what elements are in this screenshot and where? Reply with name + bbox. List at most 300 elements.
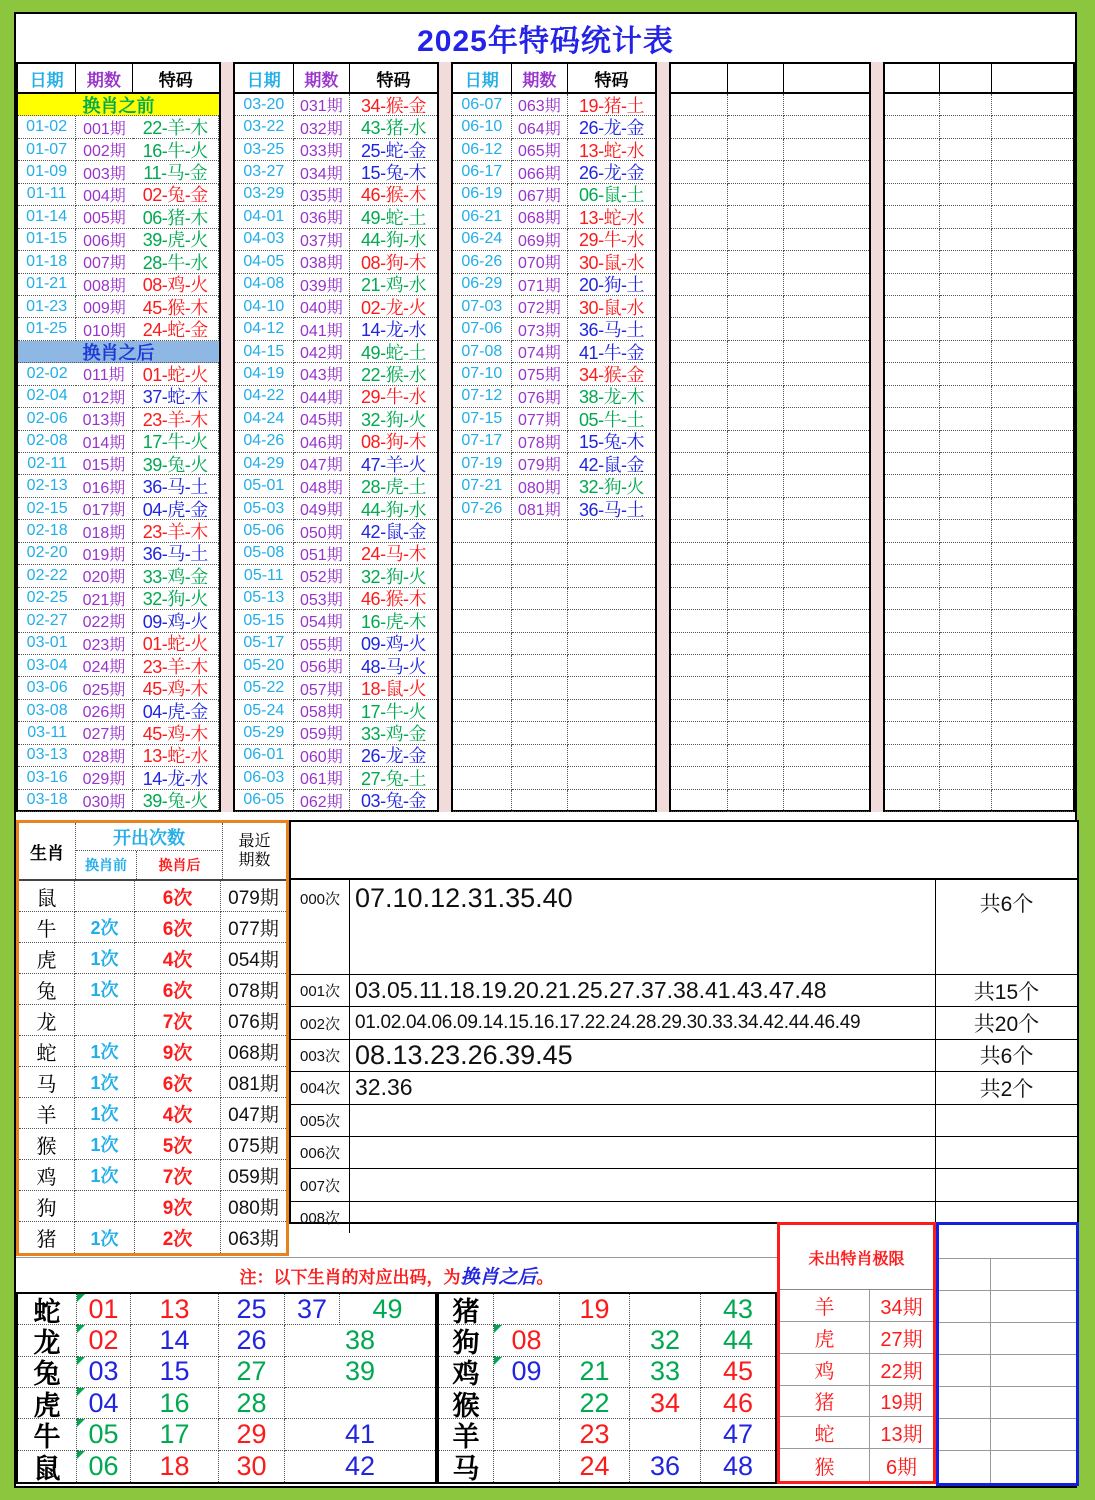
special-code-cell: 28-虎-土 bbox=[350, 475, 437, 497]
period-cell: 038期 bbox=[294, 251, 351, 273]
special-code-cell bbox=[992, 722, 1073, 744]
period-cell: 004期 bbox=[76, 184, 132, 206]
period-cell: 019期 bbox=[76, 543, 132, 565]
special-code-cell bbox=[784, 453, 869, 475]
special-code-cell bbox=[568, 565, 655, 587]
group-rows bbox=[235, 94, 437, 812]
special-code-cell: 27-兔-土 bbox=[350, 767, 437, 789]
bottom-number-cell: 43 bbox=[701, 1294, 775, 1325]
special-code-cell bbox=[992, 116, 1073, 138]
special-code-cell: 45-鸡-木 bbox=[133, 677, 219, 699]
frequency-numbers bbox=[350, 1169, 936, 1200]
bottom-number-cell: 18 bbox=[131, 1451, 219, 1482]
date-cell bbox=[671, 565, 728, 587]
date-cell: 02-27 bbox=[18, 610, 76, 632]
date-cell: 03-25 bbox=[235, 139, 294, 161]
period-cell: 005期 bbox=[76, 206, 132, 228]
date-cell: 03-06 bbox=[18, 677, 76, 699]
date-cell bbox=[885, 610, 940, 632]
period-cell: 018期 bbox=[76, 520, 132, 542]
before-count-cell: 1次 bbox=[75, 1160, 135, 1191]
date-cell: 07-08 bbox=[453, 341, 512, 363]
frequency-row bbox=[291, 1137, 1077, 1169]
special-code-cell bbox=[784, 610, 869, 632]
period-cell bbox=[940, 677, 993, 699]
blue-box-cell bbox=[991, 1291, 1076, 1323]
date-cell bbox=[453, 745, 512, 767]
special-code-cell: 36-马-土 bbox=[568, 498, 655, 520]
comment-marker-icon bbox=[494, 1357, 502, 1365]
special-code-cell: 44-狗-水 bbox=[350, 229, 437, 251]
before-count-cell: 1次 bbox=[75, 1129, 135, 1160]
frequency-total bbox=[936, 1137, 1077, 1168]
recent-period-cell: 079期 bbox=[221, 881, 286, 912]
date-cell: 05-20 bbox=[235, 655, 294, 677]
date-cell: 02-11 bbox=[18, 453, 76, 475]
period-cell: 047期 bbox=[294, 453, 351, 475]
period-cell: 057期 bbox=[294, 677, 351, 699]
period-cell: 078期 bbox=[512, 431, 569, 453]
group-rows bbox=[18, 94, 219, 812]
special-code-cell bbox=[992, 633, 1073, 655]
date-cell bbox=[885, 116, 940, 138]
bottom-number-cell: 38 bbox=[285, 1325, 435, 1356]
after-count-cell: 4次 bbox=[135, 1098, 221, 1129]
header-zodiac: 生肖 bbox=[19, 823, 76, 879]
header-special bbox=[992, 64, 1073, 92]
period-cell: 008期 bbox=[76, 274, 132, 296]
after-count-cell: 6次 bbox=[135, 1067, 221, 1098]
period-cell: 080期 bbox=[512, 475, 569, 497]
period-cell: 045期 bbox=[294, 408, 351, 430]
date-cell: 02-15 bbox=[18, 498, 76, 520]
period-cell: 014期 bbox=[76, 431, 132, 453]
recent-period-cell: 081期 bbox=[221, 1067, 286, 1098]
period-cell bbox=[728, 206, 783, 228]
bottom-number-cell: 32 bbox=[630, 1325, 701, 1356]
date-cell bbox=[671, 184, 728, 206]
special-code-cell bbox=[784, 588, 869, 610]
special-code-cell: 09-鸡-火 bbox=[350, 633, 437, 655]
period-cell: 061期 bbox=[294, 767, 351, 789]
header-counts-group bbox=[76, 823, 223, 879]
special-code-cell bbox=[992, 543, 1073, 565]
recent-period-cell: 059期 bbox=[221, 1160, 286, 1191]
bottom-number-cell: 05 bbox=[77, 1419, 131, 1450]
before-count-cell bbox=[75, 1191, 135, 1222]
special-code-cell bbox=[568, 722, 655, 744]
period-cell: 056期 bbox=[294, 655, 351, 677]
date-cell: 04-22 bbox=[235, 386, 294, 408]
date-cell bbox=[885, 161, 940, 183]
period-cell bbox=[940, 790, 993, 812]
date-cell: 02-08 bbox=[18, 431, 76, 453]
bottom-number-cell: 04 bbox=[77, 1388, 131, 1419]
period-cell: 010期 bbox=[76, 318, 132, 340]
bottom-number-cell: 15 bbox=[131, 1357, 219, 1388]
zodiac-cell: 猪 bbox=[19, 1222, 75, 1253]
period-cell: 058期 bbox=[294, 700, 351, 722]
period-cell bbox=[940, 498, 993, 520]
special-code-cell bbox=[784, 520, 869, 542]
special-code-cell: 13-蛇-水 bbox=[568, 139, 655, 161]
date-cell bbox=[671, 296, 728, 318]
date-cell bbox=[671, 206, 728, 228]
period-cell bbox=[940, 386, 993, 408]
zodiac-cell: 龙 bbox=[19, 1005, 75, 1036]
special-code-cell bbox=[992, 161, 1073, 183]
period-cell: 051期 bbox=[294, 543, 351, 565]
special-code-cell bbox=[992, 386, 1073, 408]
header-period: 期数 bbox=[76, 64, 132, 92]
date-cell: 06-26 bbox=[453, 251, 512, 273]
date-cell: 05-06 bbox=[235, 520, 294, 542]
special-code-cell bbox=[784, 790, 869, 812]
date-cell: 04-10 bbox=[235, 296, 294, 318]
date-cell: 05-03 bbox=[235, 498, 294, 520]
code-group bbox=[669, 62, 871, 812]
special-code-cell: 34-猴-金 bbox=[568, 363, 655, 385]
after-count-cell: 4次 bbox=[135, 943, 221, 974]
period-cell bbox=[940, 520, 993, 542]
header-open-counts: 开出次数 bbox=[76, 823, 222, 851]
date-cell: 06-17 bbox=[453, 161, 512, 183]
period-cell: 037期 bbox=[294, 229, 351, 251]
bottom-number-cell bbox=[630, 1419, 701, 1450]
header-special: 特码 bbox=[158, 70, 193, 90]
special-code-cell: 39-兔-火 bbox=[133, 453, 219, 475]
after-count-cell: 7次 bbox=[135, 1160, 221, 1191]
period-cell: 029期 bbox=[76, 767, 132, 789]
period-cell: 053期 bbox=[294, 588, 351, 610]
period-cell: 079期 bbox=[512, 453, 569, 475]
limit-box-title: 未出特肖极限 bbox=[780, 1225, 933, 1290]
date-cell bbox=[885, 790, 940, 812]
header-date bbox=[885, 64, 940, 92]
blue-box-cell bbox=[939, 1225, 1076, 1259]
date-cell: 07-17 bbox=[453, 431, 512, 453]
limit-zodiac-cell: 鸡 bbox=[780, 1354, 870, 1386]
special-code-cell: 02-龙-火 bbox=[350, 296, 437, 318]
group-header bbox=[235, 64, 437, 94]
period-cell bbox=[728, 610, 783, 632]
date-cell: 07-15 bbox=[453, 408, 512, 430]
date-cell bbox=[453, 543, 512, 565]
period-cell: 063期 bbox=[512, 94, 569, 116]
zodiac-cell: 猴 bbox=[19, 1129, 75, 1160]
special-code-cell: 36-马-土 bbox=[133, 475, 219, 497]
frequency-row bbox=[291, 975, 1077, 1007]
header-period: 期数 bbox=[294, 64, 351, 92]
special-code-cell: 29-牛-水 bbox=[568, 229, 655, 251]
date-cell bbox=[885, 431, 940, 453]
period-cell bbox=[728, 363, 783, 385]
date-cell: 05-08 bbox=[235, 543, 294, 565]
special-code-cell: 06-猪-木 bbox=[133, 206, 219, 228]
special-code-cell: 34-猴-金 bbox=[350, 94, 437, 116]
period-cell bbox=[512, 655, 569, 677]
special-code-cell bbox=[992, 431, 1073, 453]
special-code-cell: 23-羊-木 bbox=[133, 408, 219, 430]
header-date: 日期 bbox=[235, 64, 294, 92]
special-code-cell: 01-蛇-火 bbox=[133, 363, 219, 385]
frequency-numbers: 03.05.11.18.19.20.21.25.27.37.38.41.43.47.48 bbox=[350, 975, 936, 1006]
date-cell bbox=[885, 588, 940, 610]
bottom-number-cell: 16 bbox=[131, 1388, 219, 1419]
special-code-cell: 32-狗-火 bbox=[133, 588, 219, 610]
period-cell bbox=[940, 94, 993, 116]
period-cell bbox=[512, 633, 569, 655]
header-date bbox=[671, 64, 728, 92]
date-cell bbox=[671, 251, 728, 273]
period-cell: 050期 bbox=[294, 520, 351, 542]
period-cell: 064期 bbox=[512, 116, 569, 138]
date-cell: 01-02 bbox=[18, 116, 76, 138]
date-cell bbox=[671, 94, 728, 116]
period-cell: 048期 bbox=[294, 475, 351, 497]
special-code-cell bbox=[992, 274, 1073, 296]
special-code-cell: 24-蛇-金 bbox=[133, 318, 219, 340]
period-cell bbox=[728, 386, 783, 408]
date-cell: 05-17 bbox=[235, 633, 294, 655]
period-cell bbox=[728, 520, 783, 542]
group-header bbox=[671, 64, 869, 94]
period-cell bbox=[728, 677, 783, 699]
date-cell bbox=[671, 520, 728, 542]
period-cell: 032期 bbox=[294, 116, 351, 138]
limit-zodiac-cell: 猴 bbox=[780, 1449, 870, 1481]
date-cell: 01-14 bbox=[18, 206, 76, 228]
note-highlight: 换肖之后 bbox=[460, 1266, 537, 1288]
before-count-cell: 1次 bbox=[75, 943, 135, 974]
bottom-number-cell: 47 bbox=[701, 1419, 775, 1450]
special-code-cell bbox=[992, 677, 1073, 699]
date-cell bbox=[453, 655, 512, 677]
header-special: 特码 bbox=[376, 70, 411, 90]
period-cell: 011期 bbox=[76, 363, 132, 385]
period-cell: 033期 bbox=[294, 139, 351, 161]
bottom-number-cell: 24 bbox=[560, 1451, 630, 1482]
period-cell bbox=[940, 655, 993, 677]
after-count-cell: 6次 bbox=[135, 881, 221, 912]
comment-marker-icon bbox=[77, 1419, 85, 1427]
date-cell: 07-03 bbox=[453, 296, 512, 318]
zodiac-cell: 鼠 bbox=[19, 881, 75, 912]
special-code-cell bbox=[568, 520, 655, 542]
period-cell: 052期 bbox=[294, 565, 351, 587]
phase-banner: 换肖之后 bbox=[18, 341, 219, 363]
date-cell: 02-13 bbox=[18, 475, 76, 497]
bottom-number-cell bbox=[285, 1388, 435, 1419]
special-code-cell: 49-蛇-土 bbox=[350, 206, 437, 228]
bottom-zodiac-cell: 马 bbox=[439, 1451, 494, 1482]
date-cell: 04-03 bbox=[235, 229, 294, 251]
period-cell: 035期 bbox=[294, 184, 351, 206]
period-cell: 069期 bbox=[512, 229, 569, 251]
frequency-row bbox=[291, 880, 1077, 975]
date-cell: 03-27 bbox=[235, 161, 294, 183]
blue-box-cell bbox=[991, 1355, 1076, 1387]
bottom-number-cell bbox=[494, 1294, 560, 1325]
date-cell: 03-20 bbox=[235, 94, 294, 116]
period-cell bbox=[940, 543, 993, 565]
period-cell bbox=[728, 453, 783, 475]
special-code-cell: 30-鼠-水 bbox=[568, 251, 655, 273]
date-cell: 06-21 bbox=[453, 206, 512, 228]
date-cell bbox=[453, 767, 512, 789]
date-cell: 03-29 bbox=[235, 184, 294, 206]
empty-blue-box bbox=[936, 1222, 1079, 1486]
bottom-number-cell: 17 bbox=[131, 1419, 219, 1450]
period-cell bbox=[512, 700, 569, 722]
date-cell bbox=[885, 745, 940, 767]
period-cell: 071期 bbox=[512, 274, 569, 296]
special-code-cell bbox=[784, 251, 869, 273]
special-code-cell: 13-蛇-水 bbox=[133, 745, 219, 767]
date-cell: 01-07 bbox=[18, 139, 76, 161]
recent-period-cell: 063期 bbox=[228, 1229, 279, 1250]
recent-period-cell: 077期 bbox=[221, 912, 286, 943]
zodiac-number-table-right bbox=[437, 1292, 777, 1484]
bottom-number-cell bbox=[630, 1294, 701, 1325]
frequency-total bbox=[936, 1105, 1077, 1136]
period-cell: 016期 bbox=[76, 475, 132, 497]
special-code-cell: 23-羊-木 bbox=[133, 520, 219, 542]
special-code-cell: 41-牛-金 bbox=[568, 341, 655, 363]
bottom-number-cell: 42 bbox=[344, 1450, 376, 1481]
special-code-cell bbox=[784, 139, 869, 161]
date-cell bbox=[671, 767, 728, 789]
comment-marker-icon bbox=[77, 1388, 85, 1396]
bottom-zodiac-cell: 狗 bbox=[439, 1325, 494, 1356]
frequency-label: 002次 bbox=[291, 1007, 350, 1038]
period-cell: 081期 bbox=[512, 498, 569, 520]
period-cell: 074期 bbox=[512, 341, 569, 363]
period-cell: 030期 bbox=[76, 790, 132, 812]
bottom-zodiac-cell: 虎 bbox=[18, 1388, 77, 1419]
date-cell: 02-18 bbox=[18, 520, 76, 542]
bottom-number-cell: 01 bbox=[77, 1294, 131, 1325]
period-cell: 039期 bbox=[294, 274, 351, 296]
date-cell: 01-25 bbox=[18, 318, 76, 340]
zodiac-cell: 兔 bbox=[19, 974, 75, 1005]
date-cell bbox=[885, 767, 940, 789]
period-cell bbox=[940, 431, 993, 453]
date-cell: 07-10 bbox=[453, 363, 512, 385]
special-code-cell: 36-马-土 bbox=[133, 543, 219, 565]
period-cell bbox=[728, 767, 783, 789]
frequency-label: 005次 bbox=[291, 1105, 350, 1136]
bottom-number-cell: 30 bbox=[219, 1451, 285, 1482]
special-code-cell: 08-狗-木 bbox=[350, 251, 437, 273]
date-cell: 01-11 bbox=[18, 184, 76, 206]
code-group bbox=[883, 62, 1075, 812]
period-cell: 024期 bbox=[76, 655, 132, 677]
special-code-cell bbox=[992, 341, 1073, 363]
period-cell bbox=[940, 206, 993, 228]
zodiac-count-rows bbox=[19, 881, 286, 1253]
period-cell: 020期 bbox=[76, 565, 132, 587]
date-cell: 04-05 bbox=[235, 251, 294, 273]
blue-box-cell bbox=[991, 1451, 1076, 1483]
header-before-switch: 换肖前 bbox=[76, 851, 137, 879]
special-code-cell: 46-猴-木 bbox=[350, 588, 437, 610]
frequency-total: 共2个 bbox=[979, 1077, 1034, 1101]
special-code-cell bbox=[784, 655, 869, 677]
period-cell bbox=[940, 588, 993, 610]
period-cell bbox=[728, 139, 783, 161]
group-header bbox=[453, 64, 655, 94]
special-code-cell bbox=[784, 229, 869, 251]
date-cell: 03-22 bbox=[235, 116, 294, 138]
special-code-cell: 30-鼠-水 bbox=[568, 296, 655, 318]
date-cell bbox=[453, 610, 512, 632]
date-cell bbox=[885, 543, 940, 565]
date-cell: 03-04 bbox=[18, 655, 76, 677]
zodiac-cell: 鸡 bbox=[19, 1160, 75, 1191]
special-code-cell: 42-鼠-金 bbox=[568, 453, 655, 475]
blue-box-cell bbox=[939, 1387, 991, 1419]
before-count-cell: 1次 bbox=[75, 1098, 135, 1129]
special-code-cell: 02-兔-金 bbox=[133, 184, 219, 206]
header-date: 日期 bbox=[453, 64, 512, 92]
bottom-zodiac-cell: 羊 bbox=[439, 1419, 494, 1450]
period-cell bbox=[940, 453, 993, 475]
special-code-cell bbox=[784, 745, 869, 767]
frequency-numbers: 07.10.12.31.35.40 bbox=[350, 880, 936, 974]
frequency-row bbox=[291, 1169, 1077, 1201]
recent-period-cell: 076期 bbox=[221, 1005, 286, 1036]
special-code-cell bbox=[784, 94, 869, 116]
special-code-cell bbox=[784, 184, 869, 206]
period-cell bbox=[728, 588, 783, 610]
period-cell: 012期 bbox=[76, 386, 132, 408]
period-cell bbox=[940, 161, 993, 183]
date-cell bbox=[885, 274, 940, 296]
period-cell bbox=[940, 139, 993, 161]
stats-sheet bbox=[14, 12, 1077, 1488]
special-code-cell: 04-虎-金 bbox=[133, 700, 219, 722]
group-separator bbox=[439, 62, 451, 812]
period-cell: 026期 bbox=[76, 700, 132, 722]
date-cell bbox=[671, 475, 728, 497]
special-code-cell bbox=[784, 274, 869, 296]
period-cell bbox=[512, 610, 569, 632]
group-rows bbox=[453, 94, 655, 812]
group-separator bbox=[657, 62, 669, 812]
bottom-number-cell: 02 bbox=[77, 1325, 131, 1356]
date-cell bbox=[885, 655, 940, 677]
special-code-cell: 48-马-火 bbox=[350, 655, 437, 677]
special-code-cell bbox=[784, 206, 869, 228]
date-cell: 04-08 bbox=[235, 274, 294, 296]
recent-period-cell: 075期 bbox=[221, 1129, 286, 1160]
period-cell bbox=[728, 565, 783, 587]
header-after-switch: 换肖后 bbox=[158, 857, 201, 873]
special-code-cell: 26-龙-金 bbox=[350, 745, 437, 767]
special-code-cell bbox=[784, 498, 869, 520]
after-count-cell: 2次 bbox=[135, 1222, 221, 1253]
frequency-total: 共6个 bbox=[979, 1045, 1034, 1069]
after-count-cell: 5次 bbox=[135, 1129, 221, 1160]
after-count-cell: 9次 bbox=[135, 1036, 221, 1067]
date-cell: 04-01 bbox=[235, 206, 294, 228]
special-code-cell: 44-狗-水 bbox=[350, 498, 437, 520]
special-code-cell: 32-狗-火 bbox=[568, 475, 655, 497]
bottom-zodiac-cell: 龙 bbox=[18, 1325, 77, 1356]
limit-zodiac-cell: 蛇 bbox=[780, 1417, 870, 1449]
special-code-cell: 32-狗-火 bbox=[350, 565, 437, 587]
